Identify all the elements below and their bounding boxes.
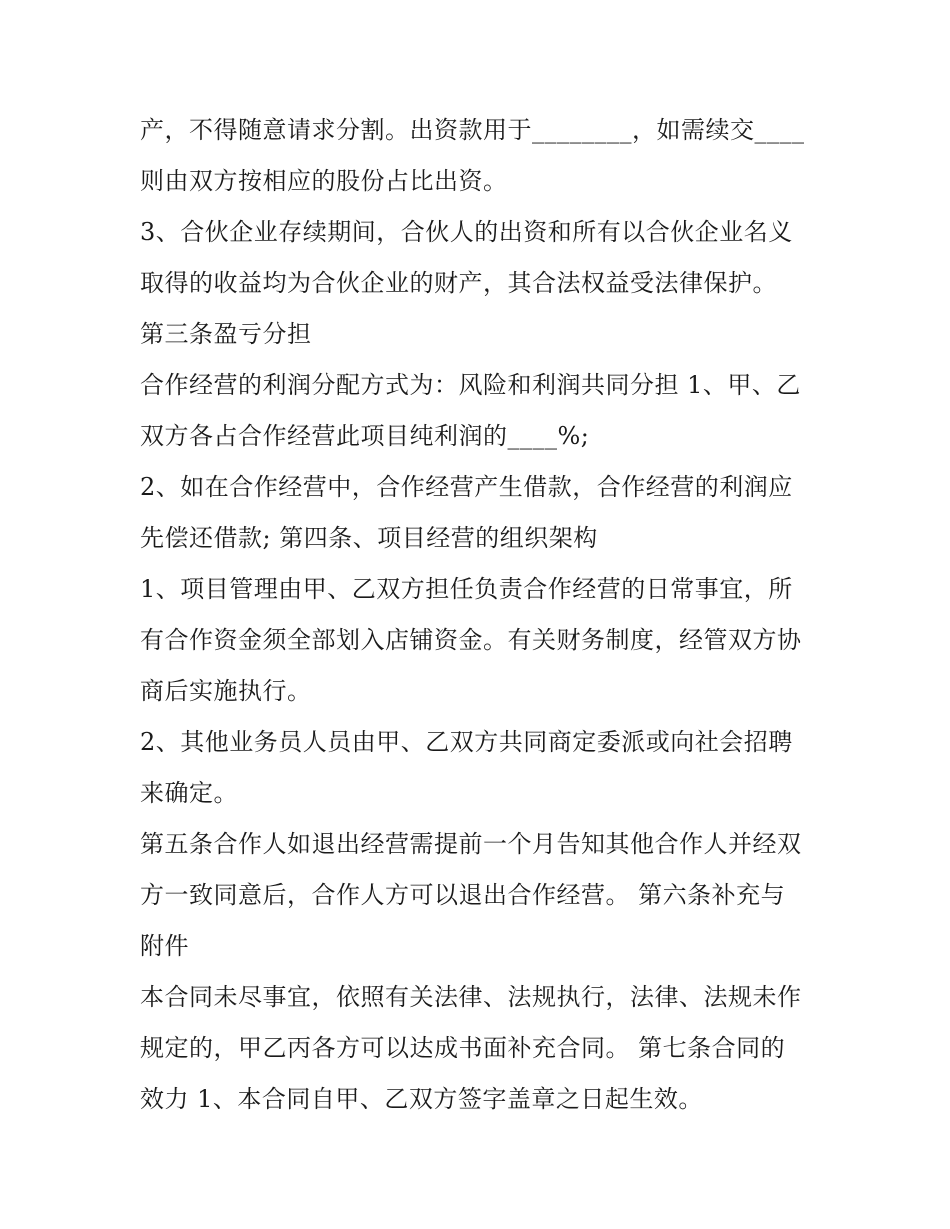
text-line: 合作经营的利润分配方式为：风险和利润共同分担 1、甲、乙	[140, 371, 801, 399]
document-body	[140, 105, 820, 1125]
text-line: 取得的收益均为合伙企业的财产，其合法权益受法律保护。	[140, 269, 777, 297]
text-line: 3、合伙企业存续期间，合伙人的出资和所有以合伙企业名义	[140, 218, 793, 246]
text-line: 第五条合作人如退出经营需提前一个月告知其他合作人并经双	[140, 830, 802, 858]
text-line: 2、如在合作经营中，合作经营产生借款，合作经营的利润应	[140, 473, 793, 501]
text-line: 本合同未尽事宜，依照有关法律、法规执行，法律、法规未作	[140, 983, 802, 1011]
text-line: 先偿还借款; 第四条、项目经营的组织架构	[140, 524, 598, 552]
text-line: 双方各占合作经营此项目纯利润的____%;	[140, 422, 590, 450]
text-line: 2、其他业务员人员由甲、乙双方共同商定委派或向社会招聘	[140, 728, 793, 756]
text-line: 则由双方按相应的股份占比出资。	[140, 167, 508, 195]
text-line: 附件	[140, 932, 189, 960]
text-line: 规定的，甲乙丙各方可以达成书面补充合同。 第七条合同的	[140, 1034, 786, 1062]
section-heading: 第三条盈亏分担	[140, 320, 312, 348]
text-line: 产，不得随意请求分割。出资款用于________，如需续交____	[140, 116, 805, 144]
text-line: 方一致同意后，合作人方可以退出合作经营。 第六条补充与	[140, 881, 786, 909]
text-line: 1、项目管理由甲、乙双方担任负责合作经营的日常事宜，所	[140, 575, 793, 603]
text-line: 来确定。	[140, 779, 238, 807]
text-line: 效力 1、本合同自甲、乙双方签字盖章之日起生效。	[140, 1085, 703, 1113]
text-line: 商后实施执行。	[140, 677, 312, 705]
text-line: 有合作资金须全部划入店铺资金。有关财务制度，经管双方协	[140, 626, 802, 654]
